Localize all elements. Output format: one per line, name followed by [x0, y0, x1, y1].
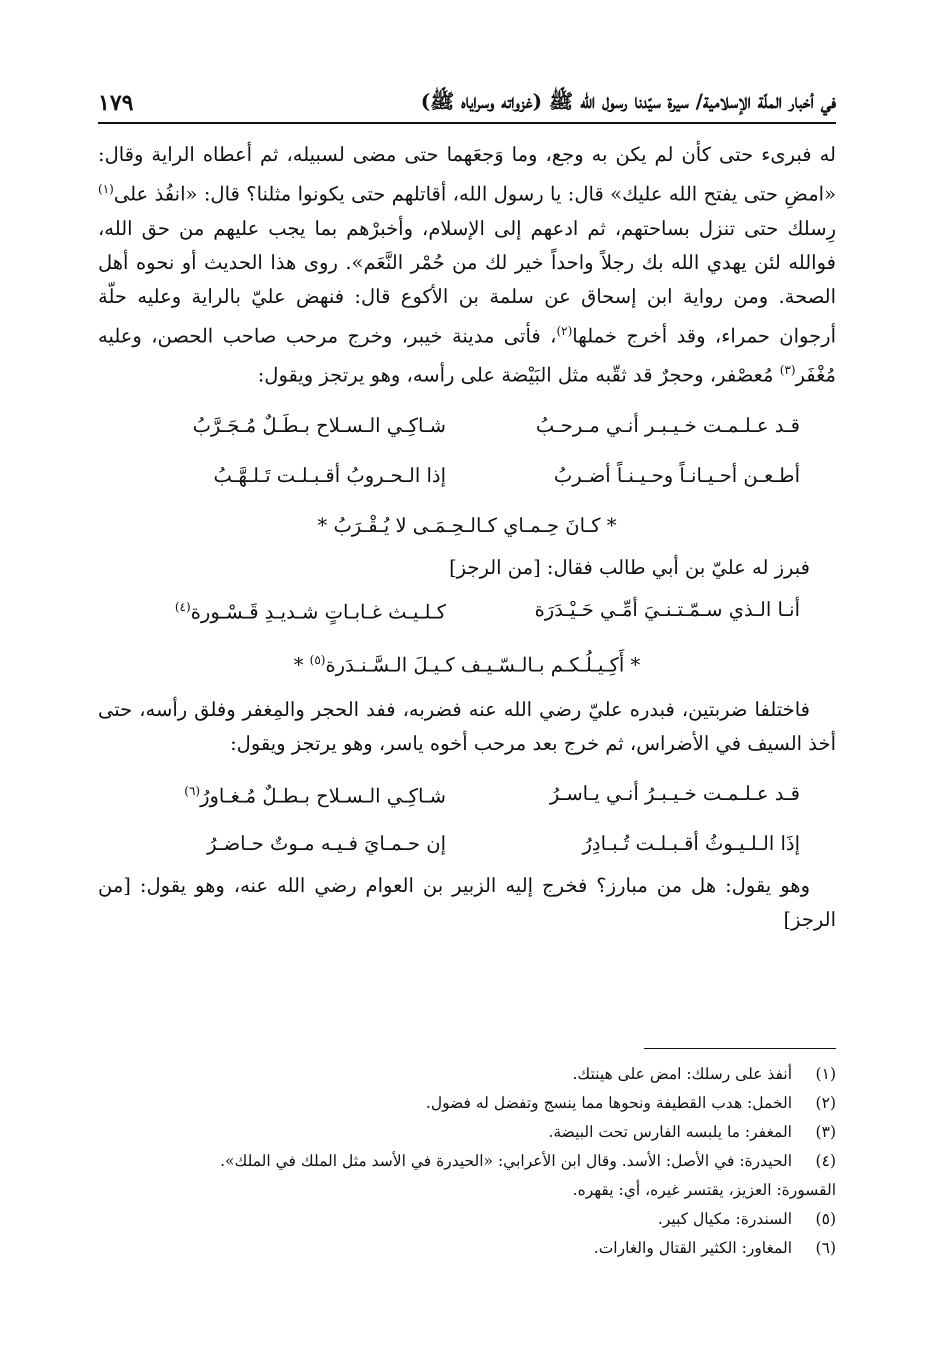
page-number: ١٧٩	[98, 90, 134, 116]
footnote-ref-2: (٢)	[556, 323, 573, 338]
verse	[98, 819, 836, 869]
verse-single: * كـانَ حِـمـاي كـالـحِـمَـى لا يُـقْـرَبُ *	[317, 513, 617, 537]
verse-text: *	[293, 653, 310, 676]
footnote-ref-3: (٣)	[779, 363, 796, 377]
hemistich: أنـا الـذي سـمّـتـنـيَ أمِّـي حَـيْـدَرَة	[534, 597, 800, 621]
running-title: في أخبار الملّة الإسلامية/ سيرة سيّدنا رسول الله ﷺ (غزواته وسراياه ﷺ)	[420, 88, 836, 113]
footnote	[98, 1234, 836, 1263]
hemistich-text: شـاكِـي الـسـلاح بـطـلٌ مُـغـاورُ	[200, 784, 446, 808]
hemistich: إن حـمـايَ فـيـه مـوتٌ حـاضـرُ	[207, 831, 446, 855]
footnote-ref-6: (٦)	[184, 783, 201, 798]
footnote-number: (٢)	[815, 1094, 836, 1112]
hemistich: إذا الـحـروبُ أقـبـلـت تَـلـهَّـبُ	[213, 463, 446, 487]
footnote-text: الخمل: هدب القطيفة ونحوها مما ينسج وتفضل له فضول.	[425, 1094, 792, 1112]
paragraph-4: وهو يقول: هل من مبارز؟ فخرج إليه الزبير بن العوام رضي الله عنه، وهو يقول: [من الرجز]	[98, 873, 836, 931]
footnote-number: (٣)	[815, 1123, 836, 1141]
hemistich: إذَا الـلـيـوثُ أقـبـلـت تُـبـادِرُ	[582, 831, 800, 855]
hemistich: أطـعـن أحـيـانـاً وحـيـنـاً أضـربُ	[553, 463, 800, 487]
footnote	[98, 1089, 836, 1118]
footnote-number: (٦)	[815, 1239, 836, 1257]
footnote-text: المغاور: الكثير القتال والغارات.	[593, 1239, 792, 1257]
hemistich: قـد عـلـمـت خـيـبـر أنـي مـرحـبُ	[535, 413, 800, 437]
footnote-continuation: القسورة: العزيز، يقتسر غيره، أي: يقهره.	[572, 1181, 836, 1199]
text-run: رِسلك حتى تنزل بساحتهم، ثم ادعهم إلى الإسلام، وأخبرْهم بما يجب عليهم من حق الله، فوالله لئن يهدي الله بك رجلاً واحداً خير لك من حُمْر النَّعَم». روى هذا الحديث أو نحوه أهل الصحة. ومن رواية ابن إسحاق عن سلمة بن الأكوع قال: فنهض عليّ بالراية وعليه حلّة أرجوان حمراء، وقد أخرج خملها	[98, 216, 836, 347]
footnote-number: (١)	[815, 1065, 836, 1083]
footnote-text: الحيدرة: في الأصل: الأسد. وقال ابن الأعرابي: «الحيدرة في الأسد مثل الملك في الملك».	[220, 1152, 792, 1170]
verse-single	[98, 635, 836, 685]
footnote-separator	[644, 1048, 836, 1049]
footnote	[98, 1060, 836, 1089]
verse-text: * أَكِـيـلُـكـم بـالـسّـيـف كـيـلَ الـسَّـنـدَرة	[325, 653, 641, 676]
footnote-ref-5: (٥)	[309, 652, 326, 667]
paragraph-1	[98, 138, 836, 393]
verse	[98, 401, 836, 451]
footnote	[98, 1205, 836, 1234]
footnote-text: السندرة: مكيال كبير.	[657, 1210, 792, 1228]
hemistich-text: كـلـيـث غـابـاتٍ شـديـدِ قَـسْـورة	[190, 600, 446, 624]
footnotes	[98, 1060, 836, 1263]
footnote	[98, 1118, 836, 1147]
verse	[98, 585, 836, 635]
page-header	[98, 84, 836, 124]
text-run: ، فأتى مدينة خيبر، وخرج مرحب صاحب الحصن، وعليه مُغْفَر	[98, 324, 836, 387]
footnote-text: المغفر: ما يلبسه الفارس تحت البيضة.	[548, 1123, 792, 1141]
main-text	[98, 138, 836, 937]
footnote-text: أنفذ على رسلك: امض على هينتك.	[572, 1065, 792, 1083]
verse	[98, 769, 836, 819]
paragraph-2: فبرز له عليّ بن أبي طالب فقال: [من الرجز]	[449, 555, 810, 579]
hemistich: شـاكِـي الـسـلاح بـطَـلٌ مُـجَـرَّبُ	[192, 413, 446, 437]
footnote-number: (٥)	[815, 1210, 836, 1228]
footnote-ref-1: (١)	[98, 182, 114, 196]
footnote-number: (٤)	[815, 1152, 836, 1170]
hemistich	[98, 590, 466, 630]
text-run: له فبرىء حتى كأن لم يكن به وجع، وما وَجعَهما حتى مضى لسبيله، ثم أعطاه الراية وقال: «امضِ حتى يفتح الله عليك» قال: يا رسول الله، أقاتلهم حتى يكونوا مثلنا؟ قال: «انفُذ على	[98, 143, 836, 206]
paragraph-3: فاختلفا ضربتين، فبدره عليّ رضي الله عنه فضربه، ففد الحجر والمِغفر وفلق رأسه، حتى أخذ السيف في الأضراس، ثم خرج بعد مرحب أخوه ياسر، وهو يرتجز ويقول:	[98, 697, 836, 755]
verse	[98, 451, 836, 501]
hemistich: قـد عـلـمـت خـيـبـرُ أنـي يـاسـرُ	[549, 781, 800, 805]
footnote-ref-4: (٤)	[174, 599, 191, 614]
footnote	[98, 1147, 836, 1176]
text-run: مُعصْفر، وحجرٌ قد ثقّبه مثل البَيْضة على رأسه، وهو يرتجز ويقول:	[257, 363, 780, 387]
hemistich	[98, 774, 466, 814]
